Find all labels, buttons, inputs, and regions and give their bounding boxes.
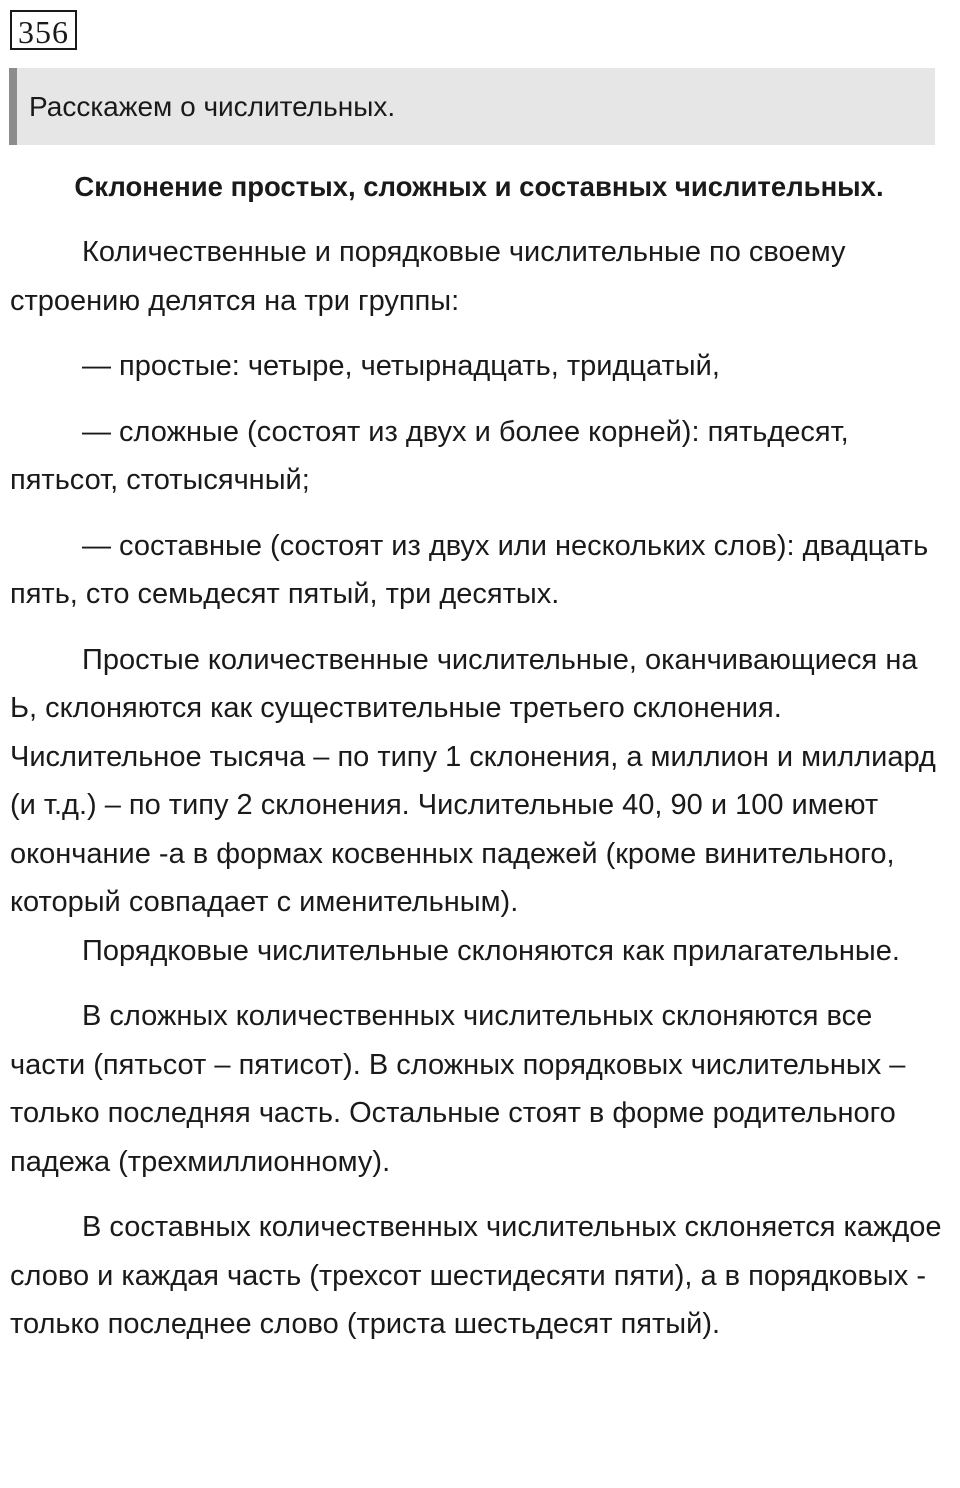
paragraph-simple-declension: Простые количественные числительные, оканчивающиеся на Ь, склоняются как существительные третьего склонения. Числительное тысяча – по типу 1 склонения, а миллион и миллиард (и т.д.) – по типу 2 склонения. Числительные 40, 90 и 100 имеют окончание -а в формах косвенных падежей (кроме винительного, который совпадает с именительным).	[10, 643, 936, 918]
answer-content	[10, 160, 948, 1366]
paragraph-complex-numerals: — сложные (состоят из двух и более корней): пятьдесят, пятьсот, стотысячный;	[10, 415, 849, 496]
task-prompt-banner: Расскажем о числительных.	[9, 68, 935, 145]
section-heading: Склонение простых, сложных и составных числительных.	[74, 171, 884, 202]
paragraph-compound-declension: В составных количественных числительных склоняется каждое слово и каждая часть (трехсот шестидесяти пяти), а в порядковых - только последнее слово (триста шестьдесят пятый).	[10, 1211, 942, 1340]
paragraph-ordinal-declension: Порядковые числительные склоняются как прилагательные.	[82, 934, 900, 967]
task-number-badge: 356	[10, 10, 77, 50]
paragraph-complex-declension: В сложных количественных числительных склоняются все части (пятьсот – пятисот). В сложных порядковых числительных – только последняя часть. Остальные стоят в форме родительного падежа (трехмиллионному).	[10, 1000, 906, 1178]
paragraph-intro: Количественные и порядковые числительные по своему строению делятся на три группы:	[10, 236, 846, 317]
paragraph-simple-numerals: — простые: четыре, четырнадцать, тридцатый,	[82, 350, 720, 382]
paragraph-compound-numerals: — составные (состоят из двух или нескольких слов): двадцать пять, сто семьдесят пятый, три десятых.	[10, 529, 929, 610]
